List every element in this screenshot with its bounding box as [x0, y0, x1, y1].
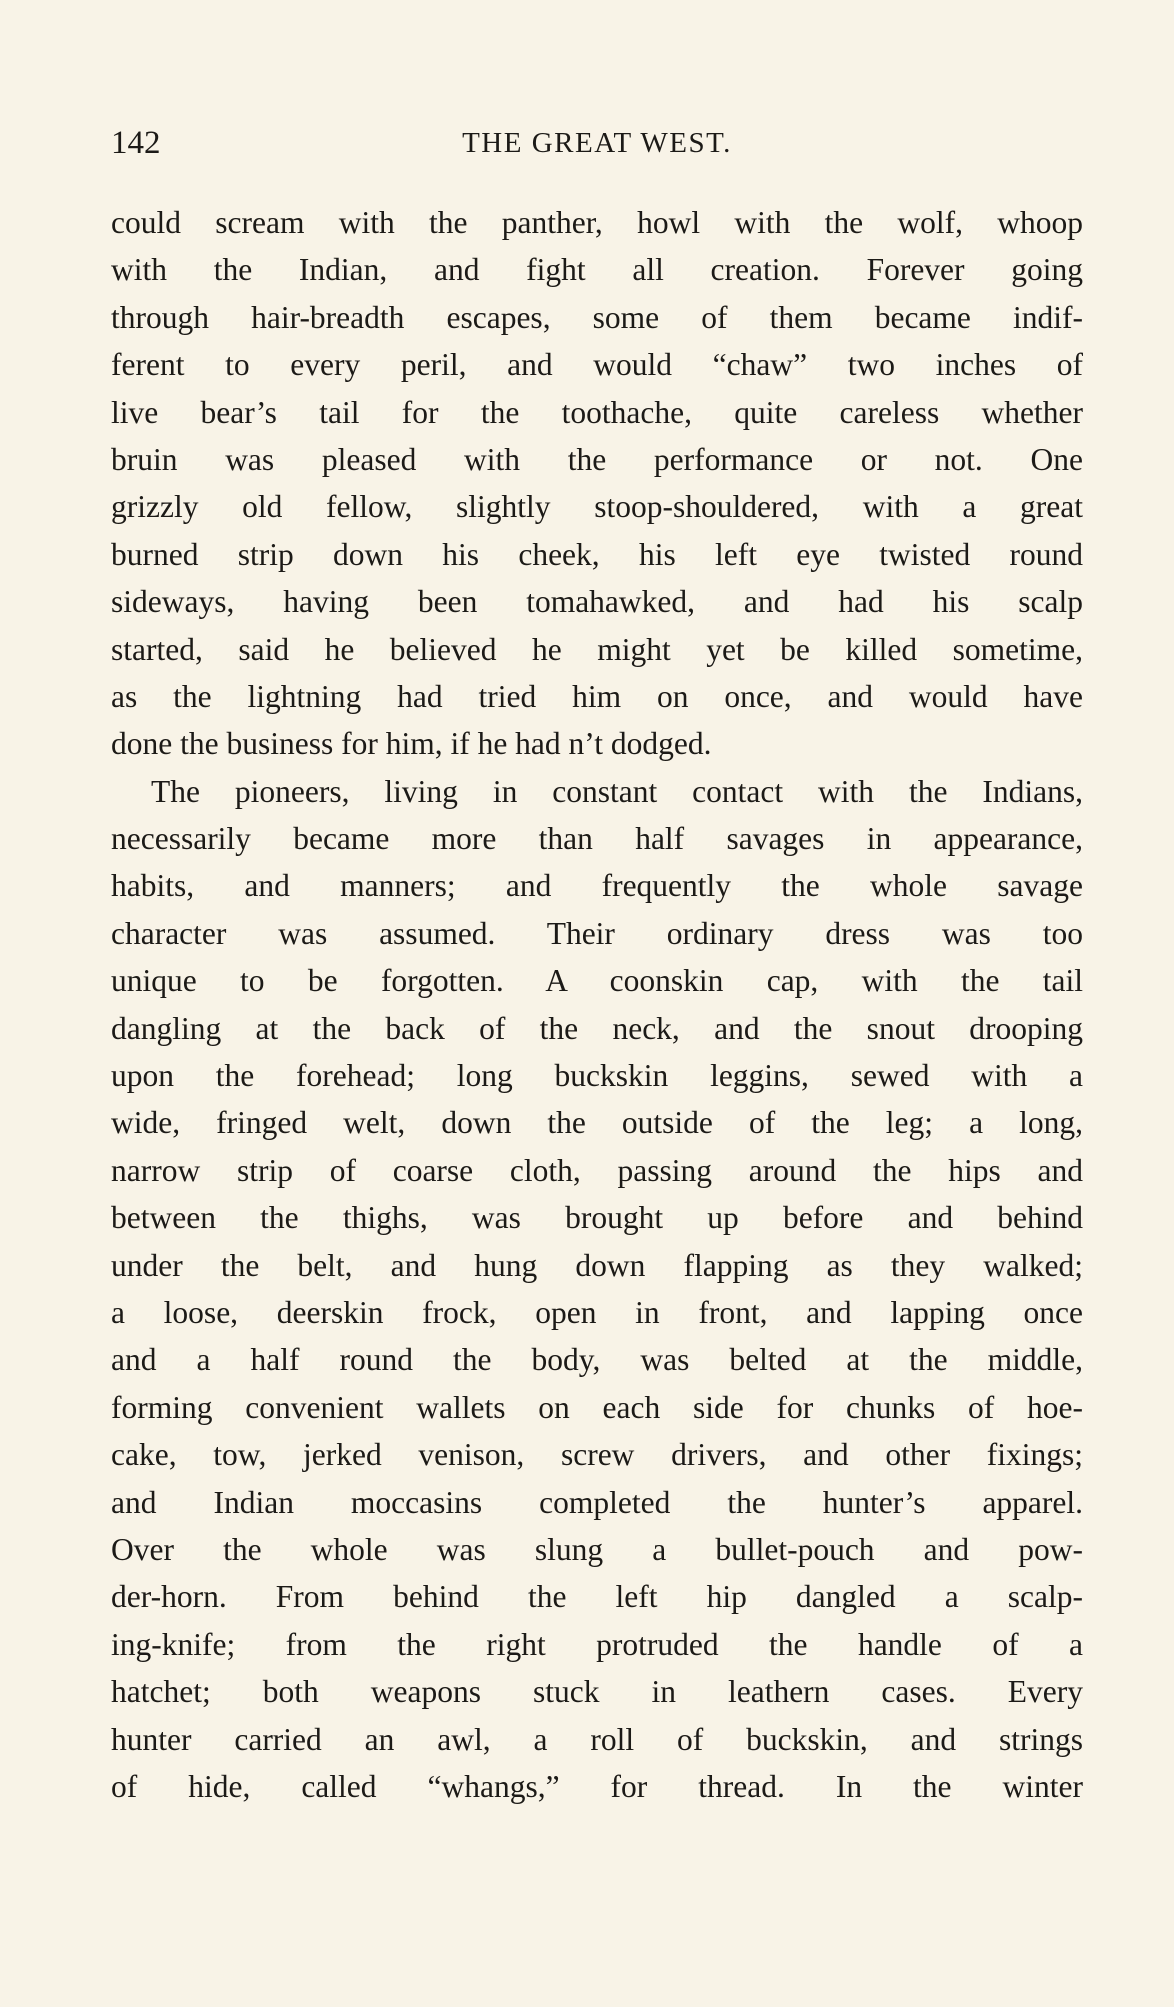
text-line: through hair-breadth escapes, some of them became indif- — [111, 299, 1083, 335]
text-line: cake, tow, jerked venison, screw drivers, and other fixings; — [111, 1437, 1083, 1473]
text-line: done the business for him, if he had n’t dodged. — [111, 726, 712, 762]
text-line: live bear’s tail for the toothache, quite careless whether — [111, 394, 1083, 430]
text-line: and a half round the body, was belted at the middle, — [111, 1342, 1083, 1378]
text-line: burned strip down his cheek, his left eye twisted round — [111, 536, 1083, 572]
text-line: with the Indian, and fight all creation. Forever going — [111, 252, 1083, 288]
text-line: a loose, deerskin frock, open in front, and lapping once — [111, 1294, 1083, 1330]
paragraph-1 — [111, 199, 1083, 768]
text-line: character was assumed. Their ordinary dress was too — [111, 915, 1083, 951]
text-line: der-horn. From behind the left hip dangled a scalp- — [111, 1579, 1083, 1615]
text-line: ferent to every peril, and would “chaw” two inches of — [111, 347, 1083, 383]
text-line: unique to be forgotten. A coonskin cap, with the tail — [111, 963, 1083, 999]
body-text — [111, 199, 1083, 1810]
paragraph-2 — [111, 768, 1083, 1811]
text-line: sideways, having been tomahawked, and had his scalp — [111, 584, 1083, 620]
text-line: forming convenient wallets on each side for chunks of hoe- — [111, 1389, 1083, 1425]
text-line: The pioneers, living in constant contact with the Indians, — [151, 773, 1083, 809]
text-line: of hide, called “whangs,” for thread. In the winter — [111, 1768, 1083, 1804]
running-title: THE GREAT WEST. — [462, 127, 732, 159]
text-line: bruin was pleased with the performance or not. One — [111, 441, 1083, 477]
text-line: dangling at the back of the neck, and the snout drooping — [111, 1010, 1083, 1046]
text-line: Over the whole was slung a bullet-pouch and pow- — [111, 1531, 1083, 1567]
text-line: upon the forehead; long buckskin leggins, sewed with a — [111, 1058, 1083, 1094]
text-line: could scream with the panther, howl with the wolf, whoop — [111, 205, 1083, 240]
text-line: narrow strip of coarse cloth, passing around the hips and — [111, 1152, 1083, 1188]
page-number: 142 — [111, 125, 161, 161]
text-line: and Indian moccasins completed the hunter’s apparel. — [111, 1484, 1083, 1520]
text-line: wide, fringed welt, down the outside of the leg; a long, — [111, 1105, 1083, 1141]
text-line: habits, and manners; and frequently the whole savage — [111, 868, 1083, 904]
text-line: between the thighs, was brought up before and behind — [111, 1200, 1083, 1236]
text-line: hatchet; both weapons stuck in leathern cases. Every — [111, 1674, 1083, 1710]
text-line: under the belt, and hung down flapping as they walked; — [111, 1247, 1083, 1283]
text-line: grizzly old fellow, slightly stoop-shouldered, with a great — [111, 489, 1083, 525]
text-line: ing-knife; from the right protruded the handle of a — [111, 1626, 1083, 1662]
text-line: started, said he believed he might yet be killed sometime, — [111, 631, 1083, 667]
page-header — [111, 118, 1083, 168]
text-line: hunter carried an awl, a roll of buckskin, and strings — [111, 1721, 1083, 1757]
text-line: necessarily became more than half savages in appearance, — [111, 821, 1083, 857]
text-line: as the lightning had tried him on once, and would have — [111, 678, 1083, 714]
